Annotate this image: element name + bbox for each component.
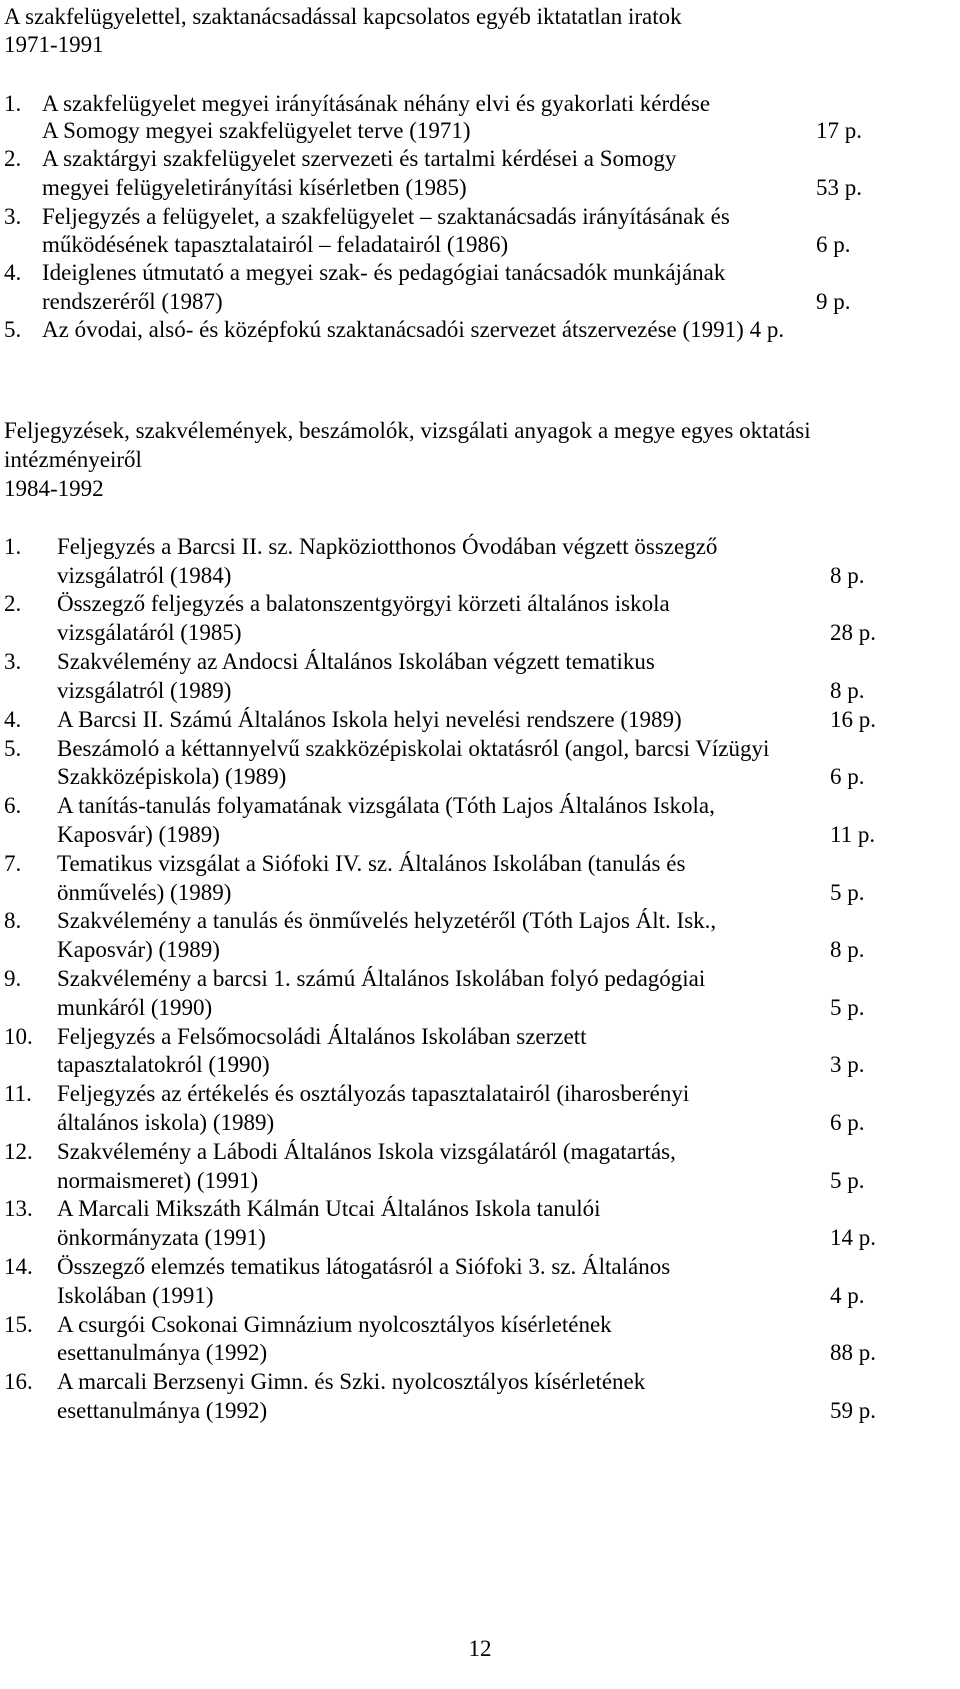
- s1-item-4-pages: 9 p.: [816, 289, 851, 314]
- s2-item-2-title: Összegző feljegyzés a balatonszentgyörgyi körzeti általános iskola: [57, 591, 670, 616]
- s1-item-3-pages: 6 p.: [816, 232, 851, 257]
- s1-item-4-title: Ideiglenes útmutató a megyei szak- és pedagógiai tanácsadók munkájának: [42, 260, 726, 285]
- s2-item-7-title: Tematikus vizsgálat a Siófoki IV. sz. Általános Iskolában (tanulás és: [57, 851, 686, 876]
- s2-item-6-title: A tanítás-tanulás folyamatának vizsgálata (Tóth Lajos Általános Iskola,: [57, 793, 715, 818]
- s2-item-7-pages: 5 p.: [830, 880, 865, 905]
- s2-item-12-number: 12.: [4, 1139, 33, 1164]
- s2-item-14-title-cont: Iskolában (1991): [57, 1283, 214, 1308]
- s2-item-16-number: 16.: [4, 1369, 33, 1394]
- s1-item-2-title: A szaktárgyi szakfelügyelet szervezeti és tartalmi kérdései a Somogy: [42, 146, 677, 171]
- s2-item-13-title-cont: önkormányzata (1991): [57, 1225, 266, 1250]
- s2-item-11-pages: 6 p.: [830, 1110, 865, 1135]
- s2-item-1-title-cont: vizsgálatról (1984): [57, 563, 232, 588]
- s2-item-7-number: 7.: [4, 851, 22, 876]
- s2-item-9-number: 9.: [4, 966, 22, 991]
- s2-item-2-number: 2.: [4, 591, 22, 616]
- s1-item-1-pages: 17 p.: [816, 118, 862, 143]
- s2-item-12-title: Szakvélemény a Lábodi Általános Iskola vizsgálatáról (magatartás,: [57, 1139, 676, 1164]
- s2-item-4-number: 4.: [4, 707, 22, 732]
- s2-item-1-title: Feljegyzés a Barcsi II. sz. Napköziotthonos Óvodában végzett összegző: [57, 534, 718, 559]
- s2-item-1-number: 1.: [4, 534, 22, 559]
- s1-item-5-number: 5.: [4, 317, 22, 342]
- s2-item-8-pages: 8 p.: [830, 937, 865, 962]
- s1-item-1-title-cont: A Somogy megyei szakfelügyelet terve (1971): [42, 118, 471, 143]
- s1-item-3-title-cont: működésének tapasztalatairól – feladatairól (1986): [42, 232, 509, 257]
- s1-item-3-title: Feljegyzés a felügyelet, a szakfelügyelet – szaktanácsadás irányításának és: [42, 204, 730, 229]
- s2-item-8-number: 8.: [4, 908, 22, 933]
- s1-item-2-title-cont: megyei felügyeletirányítási kísérletben (1985): [42, 175, 467, 200]
- s2-item-16-title: A marcali Berzsenyi Gimn. és Szki. nyolcosztályos kísérletének: [57, 1369, 646, 1394]
- s1-item-1-title: A szakfelügyelet megyei irányításának néhány elvi és gyakorlati kérdése: [42, 91, 711, 116]
- s2-item-4-title: A Barcsi II. Számú Általános Iskola helyi nevelési rendszere (1989): [57, 707, 682, 732]
- s2-item-14-pages: 4 p.: [830, 1283, 865, 1308]
- s2-item-13-title: A Marcali Mikszáth Kálmán Utcai Általános Iskola tanulói: [57, 1196, 601, 1221]
- s1-item-2-number: 2.: [4, 146, 22, 171]
- s2-item-15-title: A csurgói Csokonai Gimnázium nyolcosztályos kísérletének: [57, 1312, 612, 1337]
- s2-item-12-pages: 5 p.: [830, 1168, 865, 1193]
- s2-item-9-title: Szakvélemény a barcsi 1. számú Általános Iskolában folyó pedagógiai: [57, 966, 706, 991]
- s2-item-4-pages: 16 p.: [830, 707, 876, 732]
- s2-item-9-pages: 5 p.: [830, 995, 865, 1020]
- section2-date-range: 1984-1992: [4, 476, 104, 501]
- s1-item-4-title-cont: rendszeréről (1987): [42, 289, 223, 314]
- s1-item-5-title: Az óvodai, alsó- és középfokú szaktanácsadói szervezet átszervezése (1991) 4 p.: [42, 317, 785, 342]
- section1-date-range: 1971-1991: [4, 32, 104, 57]
- s2-item-6-pages: 11 p.: [830, 822, 876, 847]
- s2-item-3-number: 3.: [4, 649, 22, 674]
- s2-item-14-title: Összegző elemzés tematikus látogatásról a Siófoki 3. sz. Általános: [57, 1254, 671, 1279]
- s2-item-13-pages: 14 p.: [830, 1225, 876, 1250]
- s2-item-8-title-cont: Kaposvár) (1989): [57, 937, 220, 962]
- s2-item-7-title-cont: önművelés) (1989): [57, 880, 232, 905]
- page-number: 12: [468, 1636, 492, 1661]
- s2-item-10-number: 10.: [4, 1024, 33, 1049]
- s2-item-6-number: 6.: [4, 793, 22, 818]
- s2-item-15-title-cont: esettanulmánya (1992): [57, 1340, 268, 1365]
- s2-item-5-number: 5.: [4, 736, 22, 761]
- s2-item-6-title-cont: Kaposvár) (1989): [57, 822, 220, 847]
- s2-item-12-title-cont: normaismeret) (1991): [57, 1168, 259, 1193]
- section2-heading-cont: intézményeiről: [4, 447, 142, 472]
- section2-heading: Feljegyzések, szakvélemények, beszámolók, vizsgálati anyagok a megye egyes oktatási: [4, 418, 811, 443]
- s2-item-3-title-cont: vizsgálatról (1989): [57, 678, 232, 703]
- s2-item-2-title-cont: vizsgálatáról (1985): [57, 620, 242, 645]
- s1-item-1-number: 1.: [4, 91, 22, 116]
- s2-item-10-title-cont: tapasztalatokról (1990): [57, 1052, 270, 1077]
- s2-item-8-title: Szakvélemény a tanulás és önművelés helyzetéről (Tóth Lajos Ált. Isk.,: [57, 908, 717, 933]
- s2-item-13-number: 13.: [4, 1196, 33, 1221]
- s2-item-10-title: Feljegyzés a Felsőmocsoládi Általános Iskolában szerzett: [57, 1024, 587, 1049]
- s2-item-11-number: 11.: [4, 1081, 32, 1106]
- s2-item-9-title-cont: munkáról (1990): [57, 995, 213, 1020]
- s2-item-5-pages: 6 p.: [830, 764, 865, 789]
- s1-item-4-number: 4.: [4, 260, 22, 285]
- s2-item-5-title-cont: Szakközépiskola) (1989): [57, 764, 287, 789]
- s2-item-15-number: 15.: [4, 1312, 33, 1337]
- s2-item-16-pages: 59 p.: [830, 1398, 876, 1423]
- s1-item-3-number: 3.: [4, 204, 22, 229]
- s2-item-14-number: 14.: [4, 1254, 33, 1279]
- s2-item-5-title: Beszámoló a kéttannyelvű szakközépiskolai oktatásról (angol, barcsi Vízügyi: [57, 736, 770, 761]
- s2-item-11-title: Feljegyzés az értékelés és osztályozás tapasztalatairól (iharosberényi: [57, 1081, 690, 1106]
- s1-item-2-pages: 53 p.: [816, 175, 862, 200]
- s2-item-11-title-cont: általános iskola) (1989): [57, 1110, 275, 1135]
- s2-item-1-pages: 8 p.: [830, 563, 865, 588]
- s2-item-15-pages: 88 p.: [830, 1340, 876, 1365]
- s2-item-16-title-cont: esettanulmánya (1992): [57, 1398, 268, 1423]
- section1-heading: A szakfelügyelettel, szaktanácsadással kapcsolatos egyéb iktatatlan iratok: [4, 4, 682, 29]
- s2-item-3-pages: 8 p.: [830, 678, 865, 703]
- s2-item-3-title: Szakvélemény az Andocsi Általános Iskolában végzett tematikus: [57, 649, 655, 674]
- s2-item-2-pages: 28 p.: [830, 620, 876, 645]
- s2-item-10-pages: 3 p.: [830, 1052, 865, 1077]
